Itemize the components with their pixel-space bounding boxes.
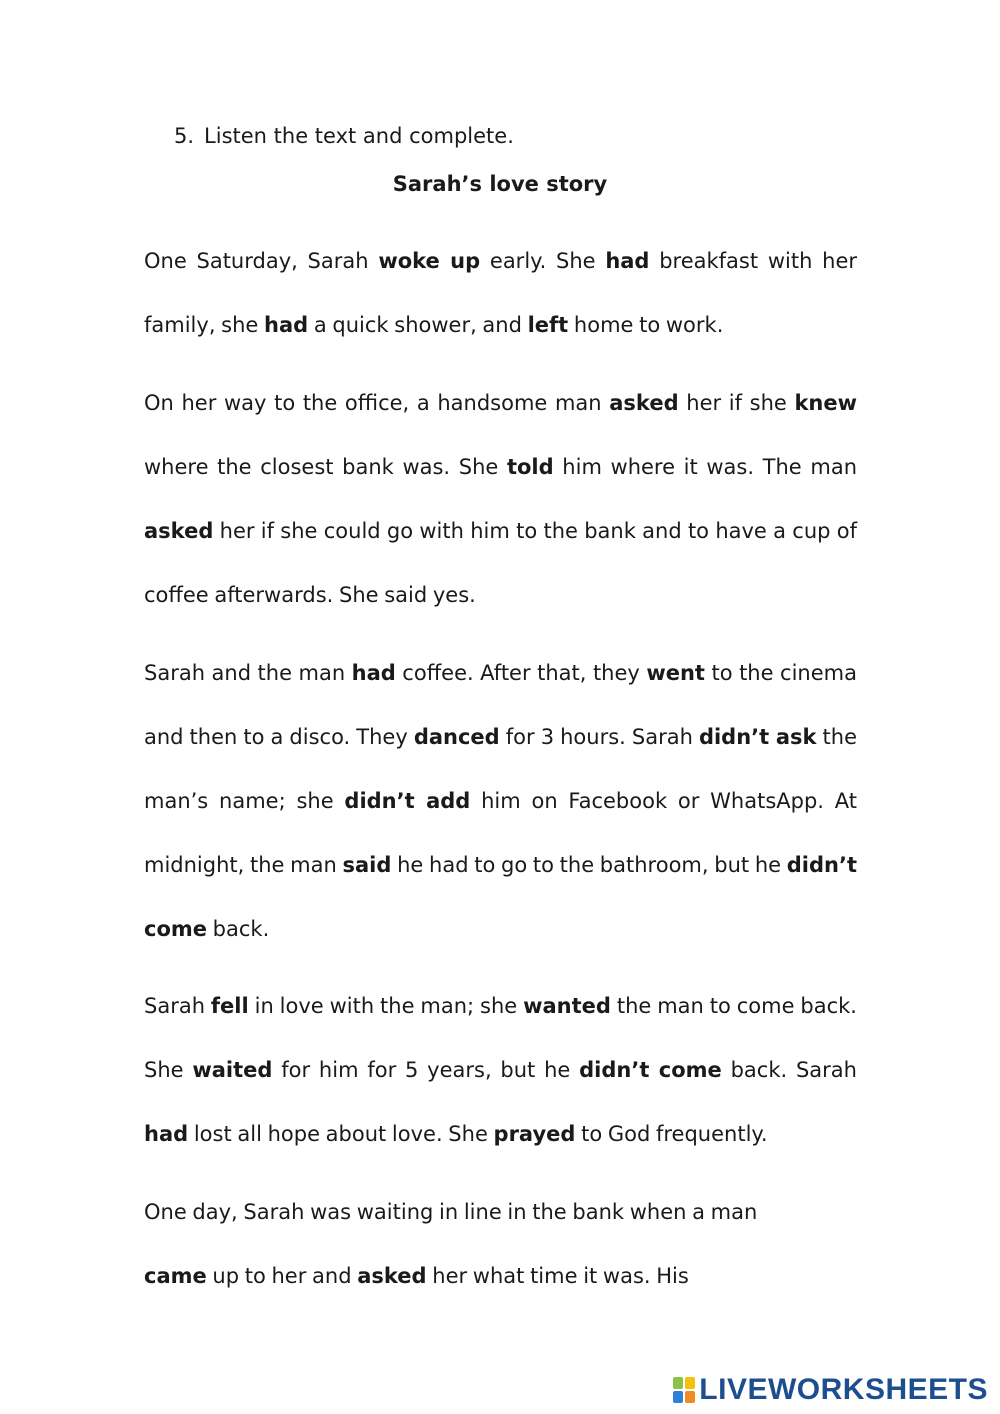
answer-word: woke up	[378, 249, 481, 273]
story-text: up to her and	[206, 1264, 358, 1288]
answer-word: said	[342, 853, 392, 877]
logo-tile-orange	[685, 1391, 695, 1403]
answer-word: didn’t add	[344, 789, 471, 813]
story-text: One Saturday, Sarah	[144, 249, 379, 273]
answer-word: fell	[210, 994, 249, 1018]
story-text: to God frequently.	[575, 1122, 768, 1146]
answer-word: didn’t come	[144, 853, 857, 941]
story-text: a quick shower, and	[308, 313, 528, 337]
answer-word: had	[351, 661, 396, 685]
answer-word: didn’t come	[579, 1058, 722, 1082]
story-paragraph	[144, 974, 857, 1166]
story-text: him where it was. The man	[553, 455, 857, 479]
answer-word: came	[144, 1264, 207, 1288]
story-paragraph	[144, 229, 857, 357]
story-text: for 3 hours. Sarah	[499, 725, 699, 749]
answer-word: wanted	[523, 994, 611, 1018]
answer-word: waited	[192, 1058, 273, 1082]
answer-word: had	[144, 1122, 189, 1146]
answer-word: didn’t ask	[698, 725, 817, 749]
story-text: home to work.	[568, 313, 724, 337]
exercise-instruction-text: Listen the text and complete.	[204, 124, 514, 148]
story-text: her if she could go with him to the bank and to have a cup of coffee afterwards. She said yes.	[144, 519, 857, 607]
answer-word: told	[506, 455, 554, 479]
answer-word: left	[527, 313, 569, 337]
story-text: where the closest bank was. She	[144, 455, 507, 479]
story-text: back.	[207, 917, 270, 941]
story-text: breakfast with her family, she	[144, 249, 858, 337]
story-text: the man’s name; she	[144, 725, 858, 813]
story-text: On her way to the office, a handsome man	[144, 391, 610, 415]
story-text: he had to go to the bathroom, but he	[391, 853, 787, 877]
exercise-instruction	[174, 120, 514, 152]
answer-word: prayed	[493, 1122, 576, 1146]
story-text: lost all hope about love. She	[188, 1122, 494, 1146]
brand-wordmark: LIVEWORKSHEETS	[699, 1373, 988, 1406]
story-text: for him for 5 years, but he	[272, 1058, 580, 1082]
answer-word: asked	[144, 519, 214, 543]
story-text: her what time it was. His	[426, 1264, 689, 1288]
story-paragraph	[144, 1180, 764, 1308]
story-text: back. Sarah	[721, 1058, 857, 1082]
logo-tile-blue	[673, 1391, 683, 1403]
story-text: her if she	[678, 391, 795, 415]
answer-word: asked	[357, 1264, 427, 1288]
story-paragraph	[144, 641, 857, 961]
story-text: in love with the man; she	[248, 994, 524, 1018]
story-text: early. She	[480, 249, 606, 273]
answer-word: danced	[413, 725, 500, 749]
story-text: One day, Sarah was waiting in line in the bank when a man	[144, 1200, 758, 1224]
answer-word: went	[646, 661, 705, 685]
story-text: Sarah	[144, 994, 211, 1018]
story-title: Sarah’s love story	[392, 172, 608, 196]
story-text: the man to come back. She	[144, 994, 857, 1082]
answer-word: asked	[609, 391, 679, 415]
answer-word: knew	[794, 391, 858, 415]
liveworksheets-brand[interactable]	[673, 1370, 988, 1410]
logo-tile-green	[673, 1377, 683, 1389]
story-text: him on Facebook or WhatsApp. At midnight, the man	[144, 789, 858, 877]
story-text: Sarah and the man	[144, 661, 352, 685]
answer-word: had	[264, 313, 309, 337]
answer-word: had	[605, 249, 650, 273]
logo-tile-yellow	[685, 1377, 695, 1389]
story-text: coffee. After that, they	[395, 661, 647, 685]
exercise-number: 5.	[174, 124, 195, 148]
liveworksheets-logo-icon	[673, 1377, 695, 1403]
story-paragraph	[144, 371, 857, 627]
story-text: to the cinema and then to a disco. They	[144, 661, 857, 749]
